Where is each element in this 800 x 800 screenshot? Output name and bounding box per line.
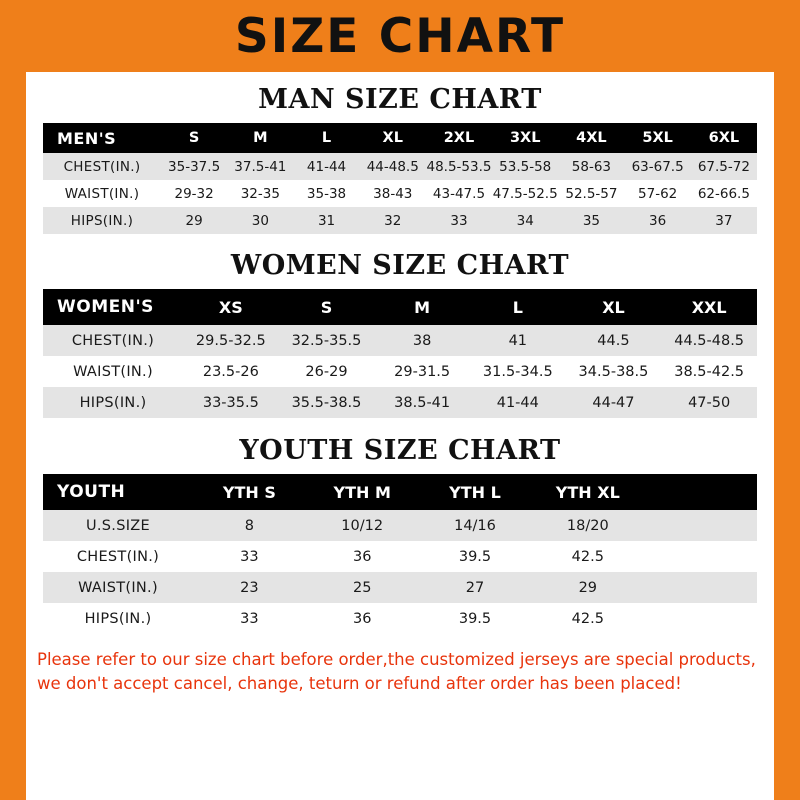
- cell: 63-67.5: [631, 158, 684, 175]
- man-size-table: [43, 123, 757, 234]
- cell: 29: [578, 579, 598, 596]
- col-header-empty: [644, 474, 757, 510]
- table-row: [43, 510, 757, 541]
- cell: 29.5-32.5: [195, 332, 266, 349]
- page-title: SIZE CHART: [234, 8, 566, 64]
- col-header-yth-l: YTH L: [449, 482, 501, 502]
- cell: 44-47: [592, 394, 635, 411]
- col-header-yth-m: YTH M: [333, 482, 391, 502]
- cell: 32-35: [240, 185, 280, 202]
- cell: 35.5-38.5: [291, 394, 362, 411]
- col-header-l: L: [512, 297, 523, 317]
- footnote-line-1: Please refer to our size chart before order,the customized jerseys are special products,: [37, 650, 756, 669]
- table-row: [43, 541, 757, 572]
- col-header-youth: YOUTH: [57, 482, 126, 502]
- cell: 31.5-34.5: [482, 363, 553, 380]
- row-label-chest: CHEST(IN.): [76, 548, 160, 565]
- col-header-2xl: 2XL: [443, 130, 475, 146]
- cell: 42.5: [571, 548, 604, 565]
- cell: 32: [384, 212, 402, 229]
- cell: 47-50: [688, 394, 731, 411]
- cell: 39.5: [458, 548, 492, 565]
- cell: 23: [240, 579, 259, 596]
- women-section-title: WOMEN SIZE CHART: [230, 250, 570, 281]
- table-row: [43, 325, 757, 356]
- cell: 26-29: [305, 363, 348, 380]
- cell: 44.5-48.5: [674, 332, 745, 349]
- cell: 47.5-52.5: [492, 185, 558, 202]
- row-label-waist: WAIST(IN.): [78, 579, 158, 596]
- cell: 8: [244, 517, 255, 534]
- cell: 39.5: [458, 610, 492, 627]
- table-row: [43, 153, 757, 180]
- cell: 38.5-41: [394, 394, 451, 411]
- table-row: [43, 572, 757, 603]
- women-size-table: [43, 289, 757, 418]
- cell: 38: [412, 332, 432, 349]
- chart-content: [26, 72, 774, 800]
- table-row: [43, 603, 757, 634]
- row-label-hips: HIPS(IN.): [84, 610, 152, 627]
- col-header-4xl: 4XL: [576, 130, 607, 146]
- table-row: [43, 356, 757, 387]
- col-header-womens: WOMEN'S: [57, 297, 154, 317]
- cell: 43-47.5: [432, 185, 486, 202]
- cell: 41: [508, 332, 528, 349]
- cell: 34: [516, 212, 534, 229]
- cell: 36: [649, 212, 667, 229]
- row-label-hips: HIPS(IN.): [79, 394, 147, 411]
- cell: 38-43: [373, 185, 413, 202]
- cell: 29-31.5: [394, 363, 451, 380]
- cell: 25: [352, 579, 372, 596]
- cell: 44-48.5: [366, 158, 419, 175]
- cell: 30: [251, 212, 269, 229]
- table-row: [43, 180, 757, 207]
- row-label-waist: WAIST(IN.): [73, 363, 153, 380]
- page-banner: [0, 0, 800, 72]
- col-header-m: M: [414, 297, 431, 317]
- row-label-waist: WAIST(IN.): [64, 185, 140, 202]
- cell: 37.5-41: [234, 158, 287, 175]
- cell: 52.5-57: [565, 185, 618, 202]
- cell: 67.5-72: [697, 158, 750, 175]
- cell: 42.5: [571, 610, 604, 627]
- cell: 33: [240, 610, 259, 627]
- col-header-6xl: 6XL: [708, 130, 740, 146]
- cell: 44.5: [597, 332, 630, 349]
- cell: 41-44: [306, 158, 347, 175]
- row-label-chest: CHEST(IN.): [71, 332, 155, 349]
- col-header-yth-xl: YTH XL: [555, 482, 620, 502]
- table-row: [43, 387, 757, 418]
- table-header-row: [43, 123, 757, 153]
- col-header-3xl: 3XL: [509, 130, 541, 146]
- youth-section-title: YOUTH SIZE CHART: [239, 435, 561, 466]
- cell: 35-37.5: [168, 158, 221, 175]
- cell: 23.5-26: [202, 363, 259, 380]
- col-header-yth-s: YTH S: [222, 482, 276, 502]
- col-header-s: S: [320, 297, 333, 317]
- table-row: [43, 207, 757, 234]
- table-header-row: [43, 474, 757, 510]
- cell: 35: [582, 212, 601, 229]
- col-header-s: S: [188, 130, 200, 146]
- cell: 58-63: [571, 158, 612, 175]
- cell: 29: [185, 212, 203, 229]
- cell: 33-35.5: [202, 394, 259, 411]
- cell: 41-44: [496, 394, 539, 411]
- cell: 29-32: [174, 185, 214, 202]
- row-label-chest: CHEST(IN.): [63, 158, 141, 175]
- cell: 36: [352, 610, 372, 627]
- cell: [644, 603, 757, 634]
- col-header-5xl: 5XL: [642, 130, 673, 146]
- cell: 33: [450, 212, 468, 229]
- cell: 57-62: [638, 185, 678, 202]
- cell: 18/20: [566, 517, 609, 534]
- cell: 27: [465, 579, 485, 596]
- cell: 38.5-42.5: [674, 363, 745, 380]
- cell: 34.5-38.5: [578, 363, 649, 380]
- cell: 31: [317, 212, 336, 229]
- col-header-m: M: [253, 130, 268, 146]
- cell: 53.5-58: [499, 158, 552, 175]
- cell: 14/16: [454, 517, 496, 534]
- col-header-xl: XL: [382, 130, 403, 146]
- cell: 62-66.5: [697, 185, 750, 202]
- row-label-hips: HIPS(IN.): [70, 212, 134, 229]
- col-header-xs: XS: [218, 297, 243, 317]
- cell: 33: [240, 548, 259, 565]
- cell: [644, 572, 757, 603]
- cell: 37: [715, 212, 733, 229]
- table-header-row: [43, 289, 757, 325]
- cell: [644, 541, 757, 572]
- row-label-us-size: U.S.SIZE: [85, 517, 150, 534]
- cell: 36: [352, 548, 372, 565]
- col-header-xl: XL: [602, 297, 625, 317]
- footnote-line-2: we don't accept cancel, change, teturn or refund after order has been placed!: [37, 673, 682, 693]
- man-section-title: MAN SIZE CHART: [258, 84, 542, 115]
- youth-size-table: [43, 474, 757, 634]
- col-header-mens: MEN'S: [57, 128, 117, 148]
- cell: 10/12: [341, 517, 384, 534]
- cell: 48.5-53.5: [426, 158, 492, 175]
- footnote: [37, 648, 763, 696]
- col-header-xxl: XXL: [691, 297, 727, 317]
- cell: [644, 510, 757, 541]
- col-header-l: L: [321, 130, 332, 146]
- cell: 32.5-35.5: [291, 332, 362, 349]
- cell: 35-38: [306, 185, 347, 202]
